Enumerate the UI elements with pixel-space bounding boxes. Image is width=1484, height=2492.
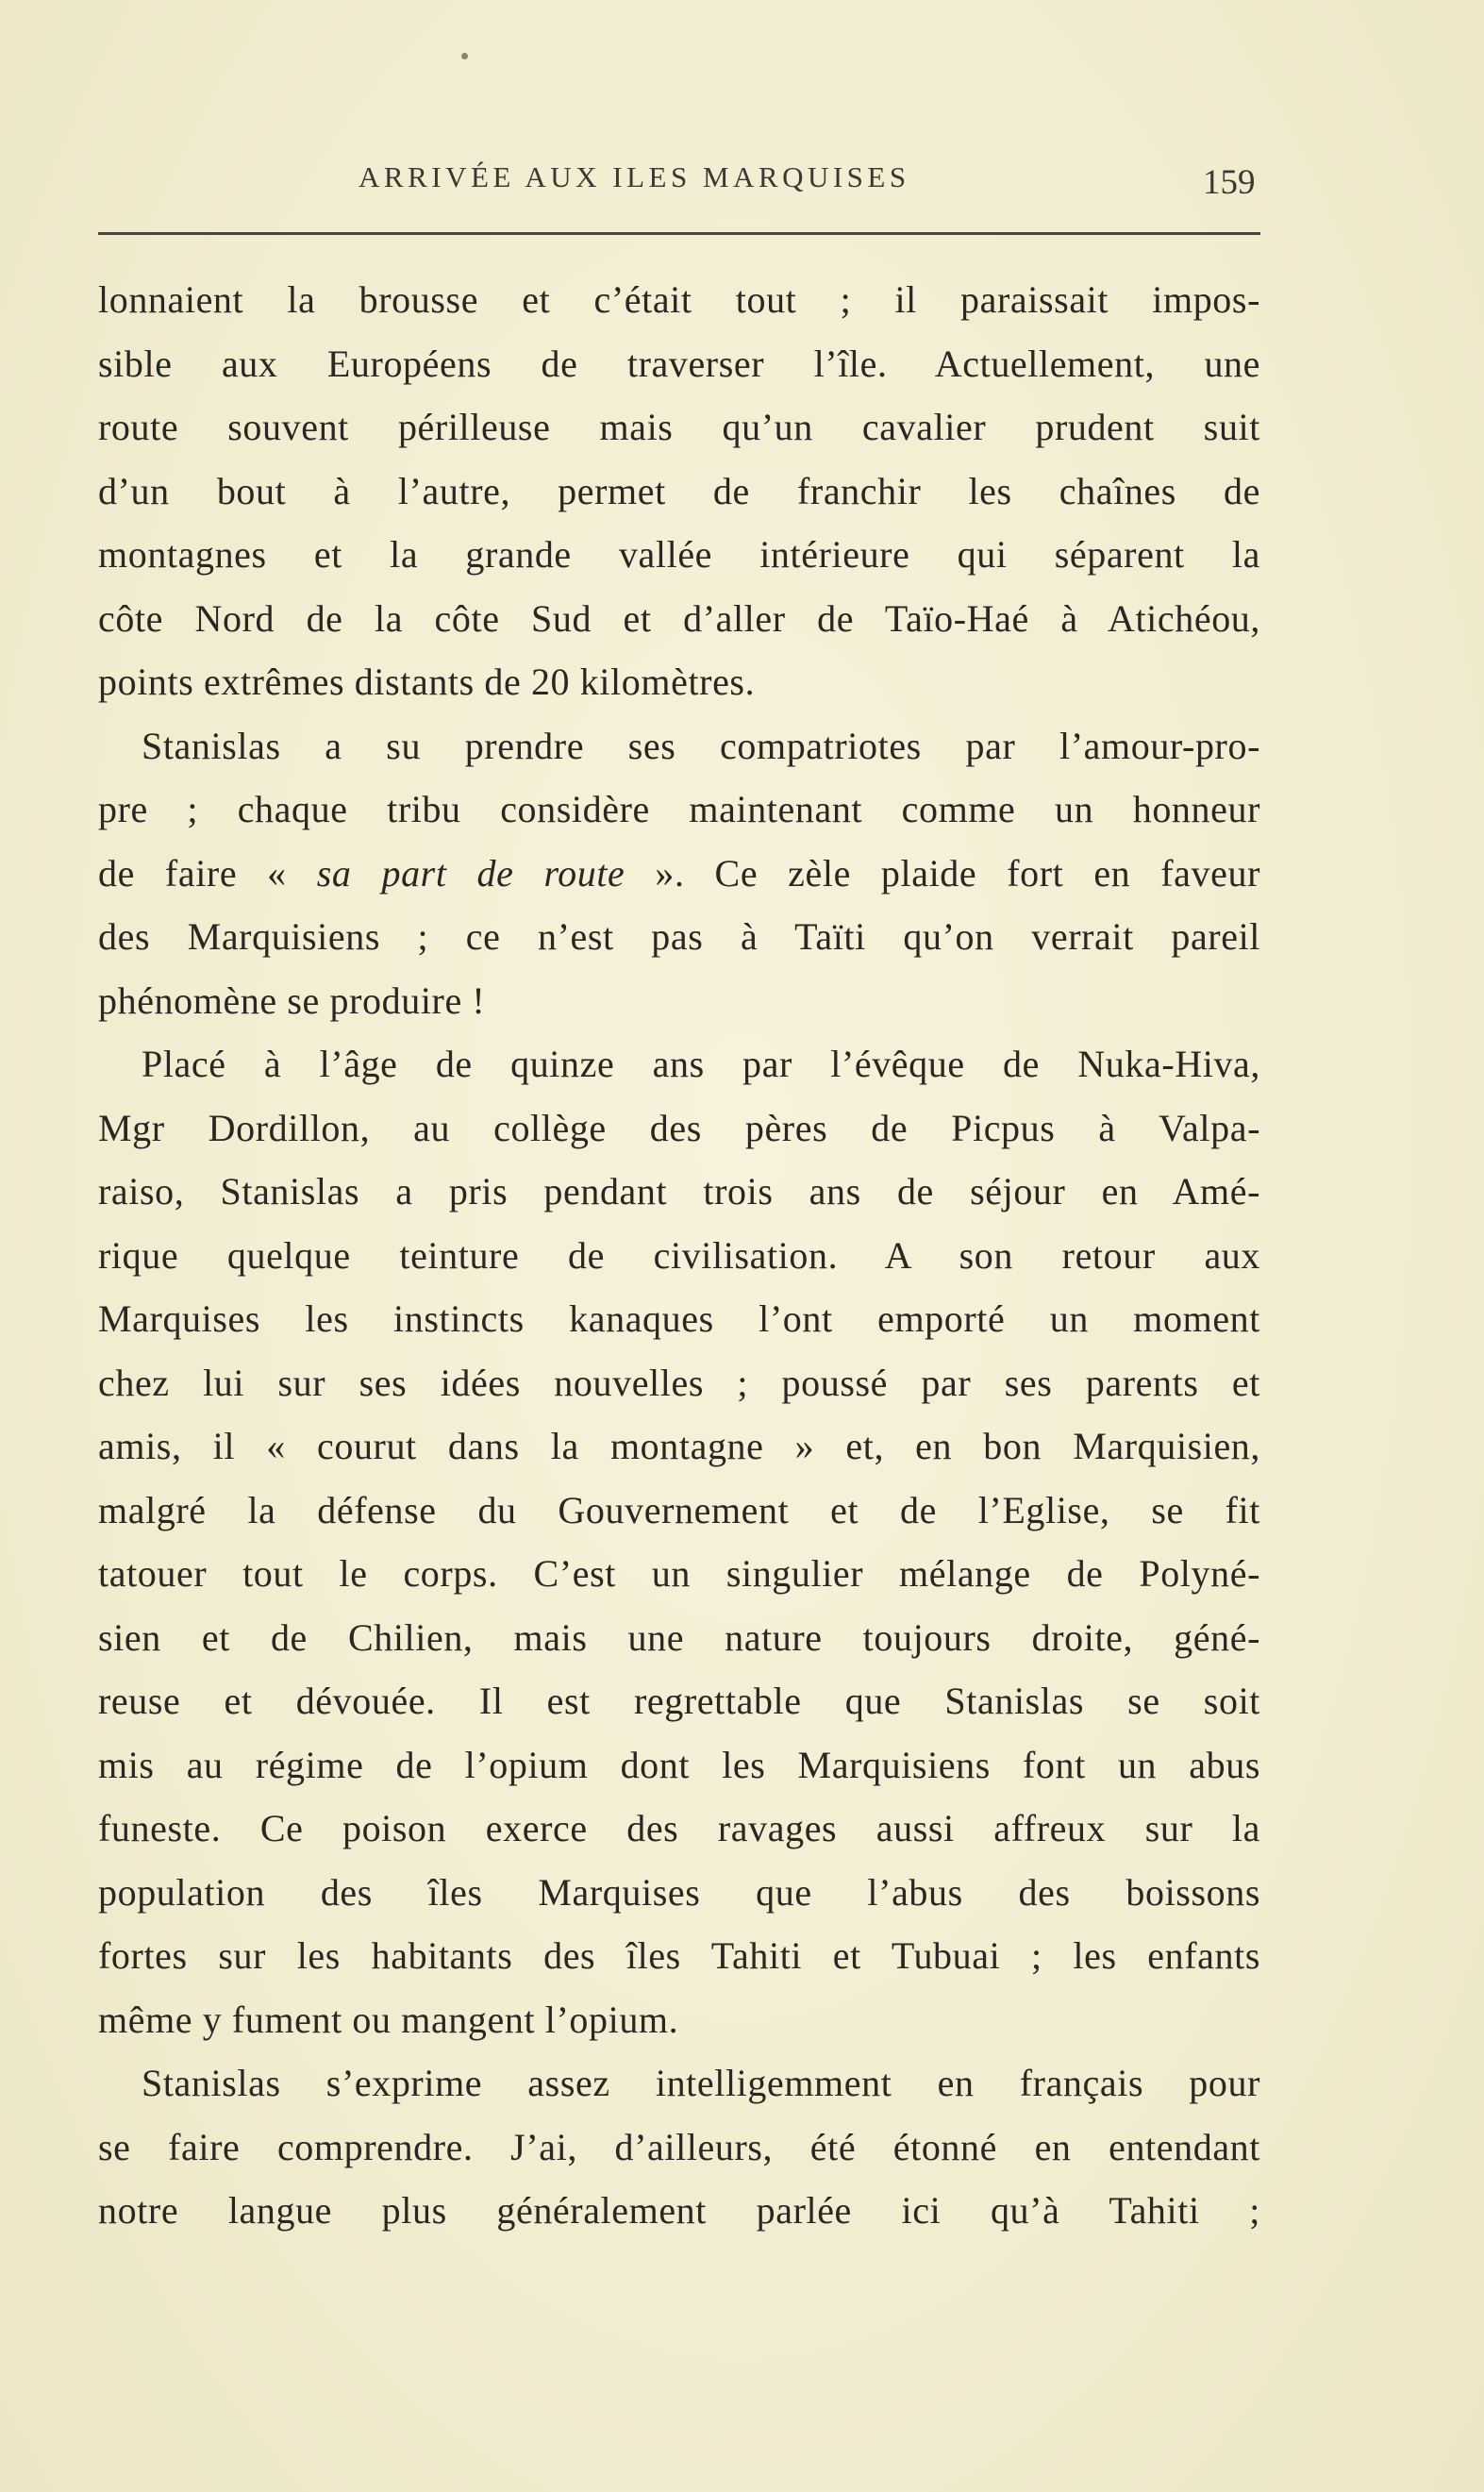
text-line: phénomène se produire ! <box>98 978 486 1022</box>
text-line: sien et de Chilien, mais une nature toujours droite, géné- <box>98 1615 1260 1659</box>
text-line: Mgr Dordillon, au collège des pères de Picpus à Valpa- <box>98 1106 1260 1149</box>
text-line: montagnes et la grande vallée intérieure qui séparent la <box>98 533 1260 576</box>
text-line: population des îles Marquises que l’abus des boissons <box>98 1870 1260 1914</box>
text-line: notre langue plus généralement parlée ici qu’à Tahiti ; <box>98 2189 1260 2232</box>
text-line: même y fument ou mangent l’opium. <box>98 1998 679 2041</box>
ink-dot <box>461 53 468 59</box>
italic-phrase: sa part de route <box>316 851 625 895</box>
body-text <box>98 268 1260 2243</box>
text-line: funeste. Ce poison exerce des ravages aussi affreux sur la <box>98 1807 1260 1849</box>
text-line: tatouer tout le corps. C’est un singulier mélange de Polyné- <box>98 1552 1260 1595</box>
text-line: pre ; chaque tribu considère maintenant comme un honneur <box>98 788 1260 830</box>
text-line: chez lui sur ses idées nouvelles ; poussé par ses parents et <box>98 1361 1260 1404</box>
running-title: ARRIVÉE AUX ILES MARQUISES <box>358 160 910 193</box>
text-run: de faire « <box>98 851 317 895</box>
text-line: rique quelque teinture de civilisation. A son retour aux <box>98 1233 1260 1277</box>
text-line: des Marquisiens ; ce n’est pas à Taïti qu’on verrait pareil <box>98 915 1260 958</box>
text-line: Stanislas s’exprime assez intelligemment en français pour <box>142 2062 1260 2104</box>
text-line: reuse et dévouée. Il est regrettable que Stanislas se soit <box>98 1680 1260 1722</box>
text-line: malgré la défense du Gouvernement et de l’Eglise, se fit <box>98 1488 1260 1531</box>
header-rule <box>98 232 1260 235</box>
text-line-with-italic <box>98 842 1260 906</box>
text-line: raiso, Stanislas a pris pendant trois ans de séjour en Amé- <box>98 1170 1260 1213</box>
text-line: amis, il « courut dans la montagne » et, en bon Marquisien, <box>98 1425 1260 1467</box>
text-line: mis au régime de l’opium dont les Marquisiens font un abus <box>98 1743 1260 1786</box>
text-line: Placé à l’âge de quinze ans par l’évêque de Nuka-Hiva, <box>142 1043 1260 1085</box>
text-line: Stanislas a su prendre ses compatriotes par l’amour-pro- <box>142 724 1260 767</box>
text-line: sible aux Européens de traverser l’île. Actuellement, une <box>98 342 1260 385</box>
text-line: route souvent périlleuse mais qu’un cavalier prudent suit <box>98 406 1260 448</box>
text-line: se faire comprendre. J’ai, d’ailleurs, été étonné en entendant <box>98 2125 1260 2168</box>
text-line: d’un bout à l’autre, permet de franchir les chaînes de <box>98 469 1260 512</box>
text-line: côte Nord de la côte Sud et d’aller de Taïo-Haé à Atichéou, <box>98 596 1260 640</box>
text-line: lonnaient la brousse et c’était tout ; il paraissait impos- <box>98 278 1260 321</box>
page-number: 159 <box>1203 163 1256 202</box>
text-run: ». Ce zèle plaide fort en faveur <box>625 851 1260 895</box>
text-line: Marquises les instincts kanaques l’ont emporté un moment <box>98 1297 1260 1340</box>
text-line: fortes sur les habitants des îles Tahiti et Tubuai ; les enfants <box>98 1934 1260 1977</box>
text-line: points extrêmes distants de 20 kilomètres. <box>98 661 756 703</box>
